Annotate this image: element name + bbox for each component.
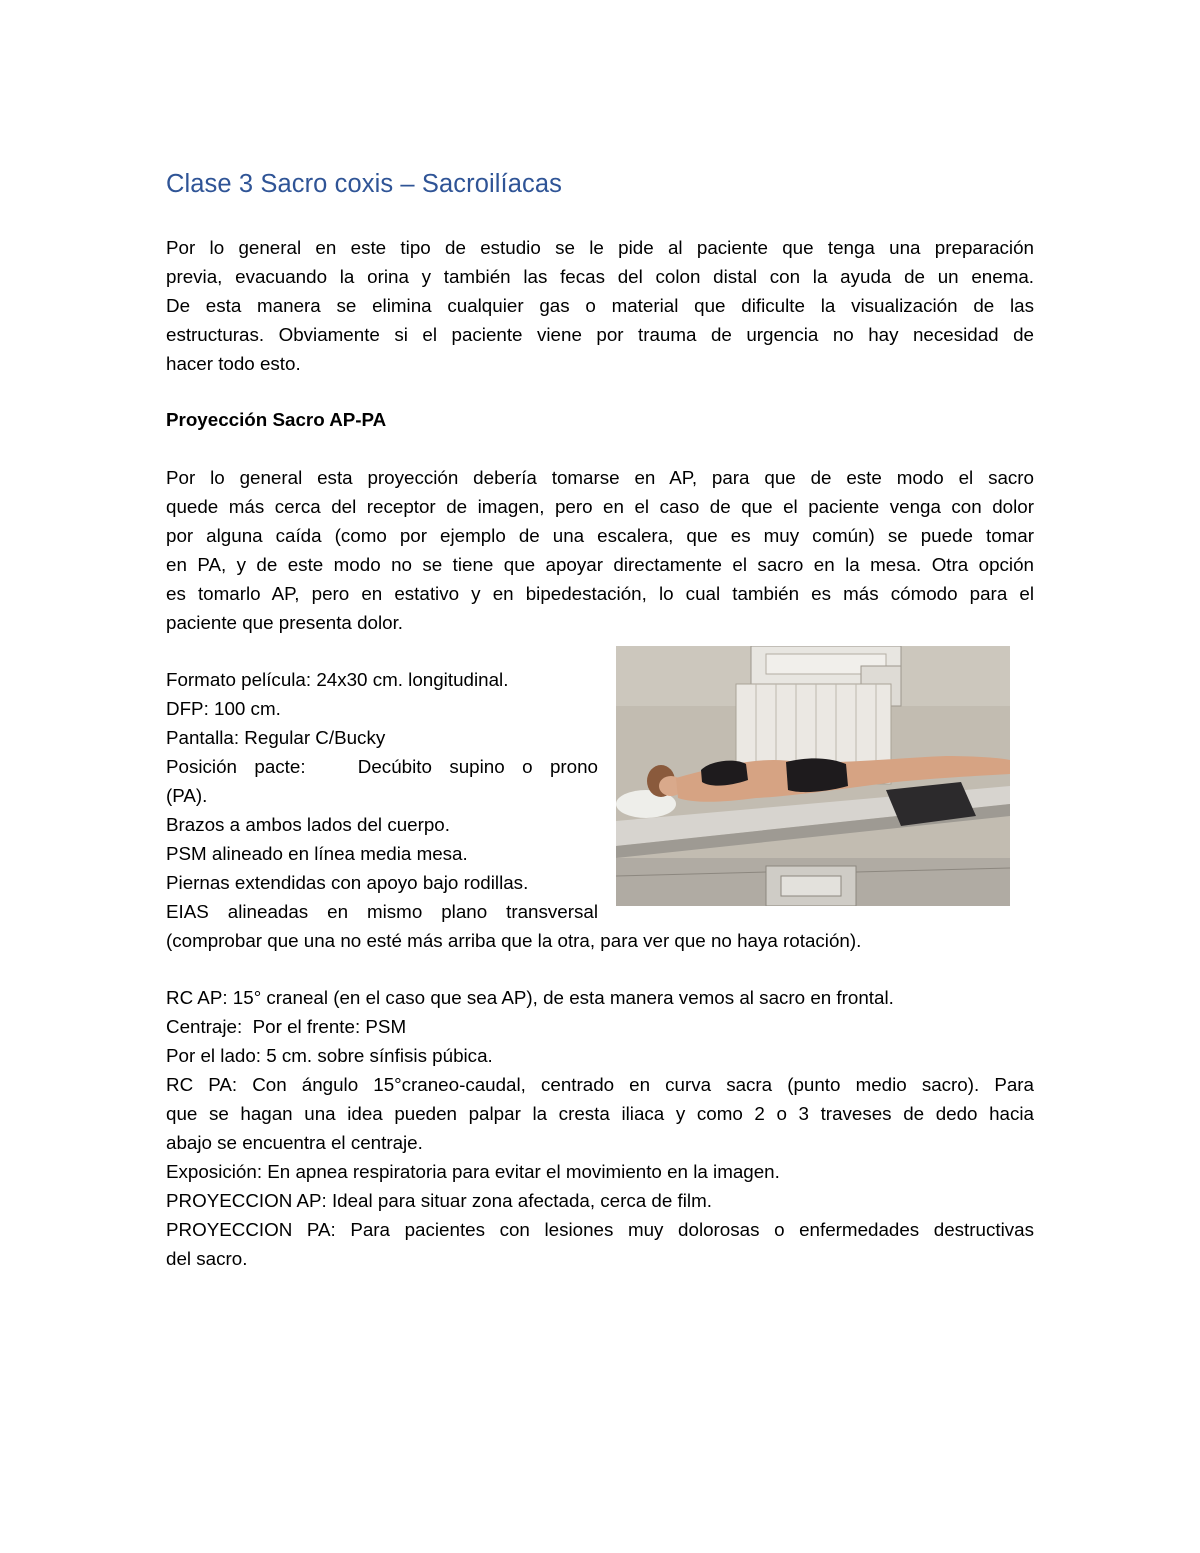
- centering-line: abajo se encuentra el centraje.: [166, 1132, 423, 1153]
- section-line: es tomarlo AP, pero en estativo y en bipedestación, lo cual también es más cómodo para el: [166, 583, 1034, 604]
- centering-line: PROYECCION AP: Ideal para situar zona afectada, cerca de film.: [166, 1190, 712, 1211]
- specs-list: [166, 665, 598, 926]
- intro-line: previa, evacuando la orina y también las fecas del colon distal con la ayuda de un enema.: [166, 266, 1034, 287]
- centering-line: Exposición: En apnea respiratoria para evitar el movimiento en la imagen.: [166, 1161, 780, 1182]
- spec-item: Pantalla: Regular C/Bucky: [166, 727, 386, 748]
- spec-item: Posición pacte: Decúbito supino o prono: [166, 756, 598, 777]
- spec-item: DFP: 100 cm.: [166, 698, 281, 719]
- spec-item: (PA).: [166, 785, 208, 806]
- spec-item: Brazos a ambos lados del cuerpo.: [166, 814, 450, 835]
- spec-item: EIAS alineadas en mismo plano transversal: [166, 901, 598, 922]
- centering-line: del sacro.: [166, 1248, 248, 1269]
- centering-line: Por el lado: 5 cm. sobre sínfisis púbica.: [166, 1045, 493, 1066]
- spec-item: Formato película: 24x30 cm. longitudinal.: [166, 669, 509, 690]
- section-line: por alguna caída (como por ejemplo de una escalera, que es muy común) se puede tomar: [166, 525, 1034, 546]
- spec-item: Piernas extendidas con apoyo bajo rodillas.: [166, 872, 529, 893]
- centering-line: que se hagan una idea pueden palpar la cresta iliaca y como 2 o 3 traveses de dedo hacia: [166, 1103, 1034, 1124]
- centering-line: PROYECCION PA: Para pacientes con lesiones muy dolorosas o enfermedades destructivas: [166, 1219, 1034, 1240]
- section-line: quede más cerca del receptor de imagen, pero en el caso de que el paciente venga con dolor: [166, 496, 1034, 517]
- centering-paragraph: [166, 983, 1034, 1273]
- section-line: Por lo general esta proyección debería tomarse en AP, para que de este modo el sacro: [166, 467, 1034, 488]
- spec-continuation-line: (comprobar que una no esté más arriba que la otra, para ver que no haya rotación).: [166, 930, 862, 951]
- section-paragraph: [166, 463, 1034, 637]
- section-heading: Proyección Sacro AP-PA: [166, 409, 387, 430]
- specs-continuation: [166, 926, 1034, 955]
- intro-line: estructuras. Obviamente si el paciente viene por trauma de urgencia no hay necesidad de: [166, 324, 1034, 345]
- intro-paragraph: [166, 233, 1034, 378]
- centering-line: RC PA: Con ángulo 15°craneo-caudal, centrado en curva sacra (punto medio sacro). Para: [166, 1074, 1034, 1095]
- section-line: en PA, y de este modo no se tiene que apoyar directamente el sacro en la mesa. Otra opción: [166, 554, 1034, 575]
- spec-item: PSM alineado en línea media mesa.: [166, 843, 468, 864]
- section-line: paciente que presenta dolor.: [166, 612, 404, 633]
- page-title: Clase 3 Sacro coxis – Sacroilíacas: [166, 170, 562, 198]
- centering-line: Centraje: Por el frente: PSM: [166, 1016, 407, 1037]
- document-page: [166, 0, 1034, 1553]
- intro-line: hacer todo esto.: [166, 353, 301, 374]
- intro-line: De esta manera se elimina cualquier gas o material que dificulte la visualización de las: [166, 295, 1034, 316]
- patient-positioning-photo: [616, 646, 1010, 906]
- centering-line: RC AP: 15° craneal (en el caso que sea AP), de esta manera vemos al sacro en frontal.: [166, 987, 894, 1008]
- intro-line: Por lo general en este tipo de estudio se le pide al paciente que tenga una preparación: [166, 237, 1034, 258]
- photo-illustration: [616, 646, 1010, 906]
